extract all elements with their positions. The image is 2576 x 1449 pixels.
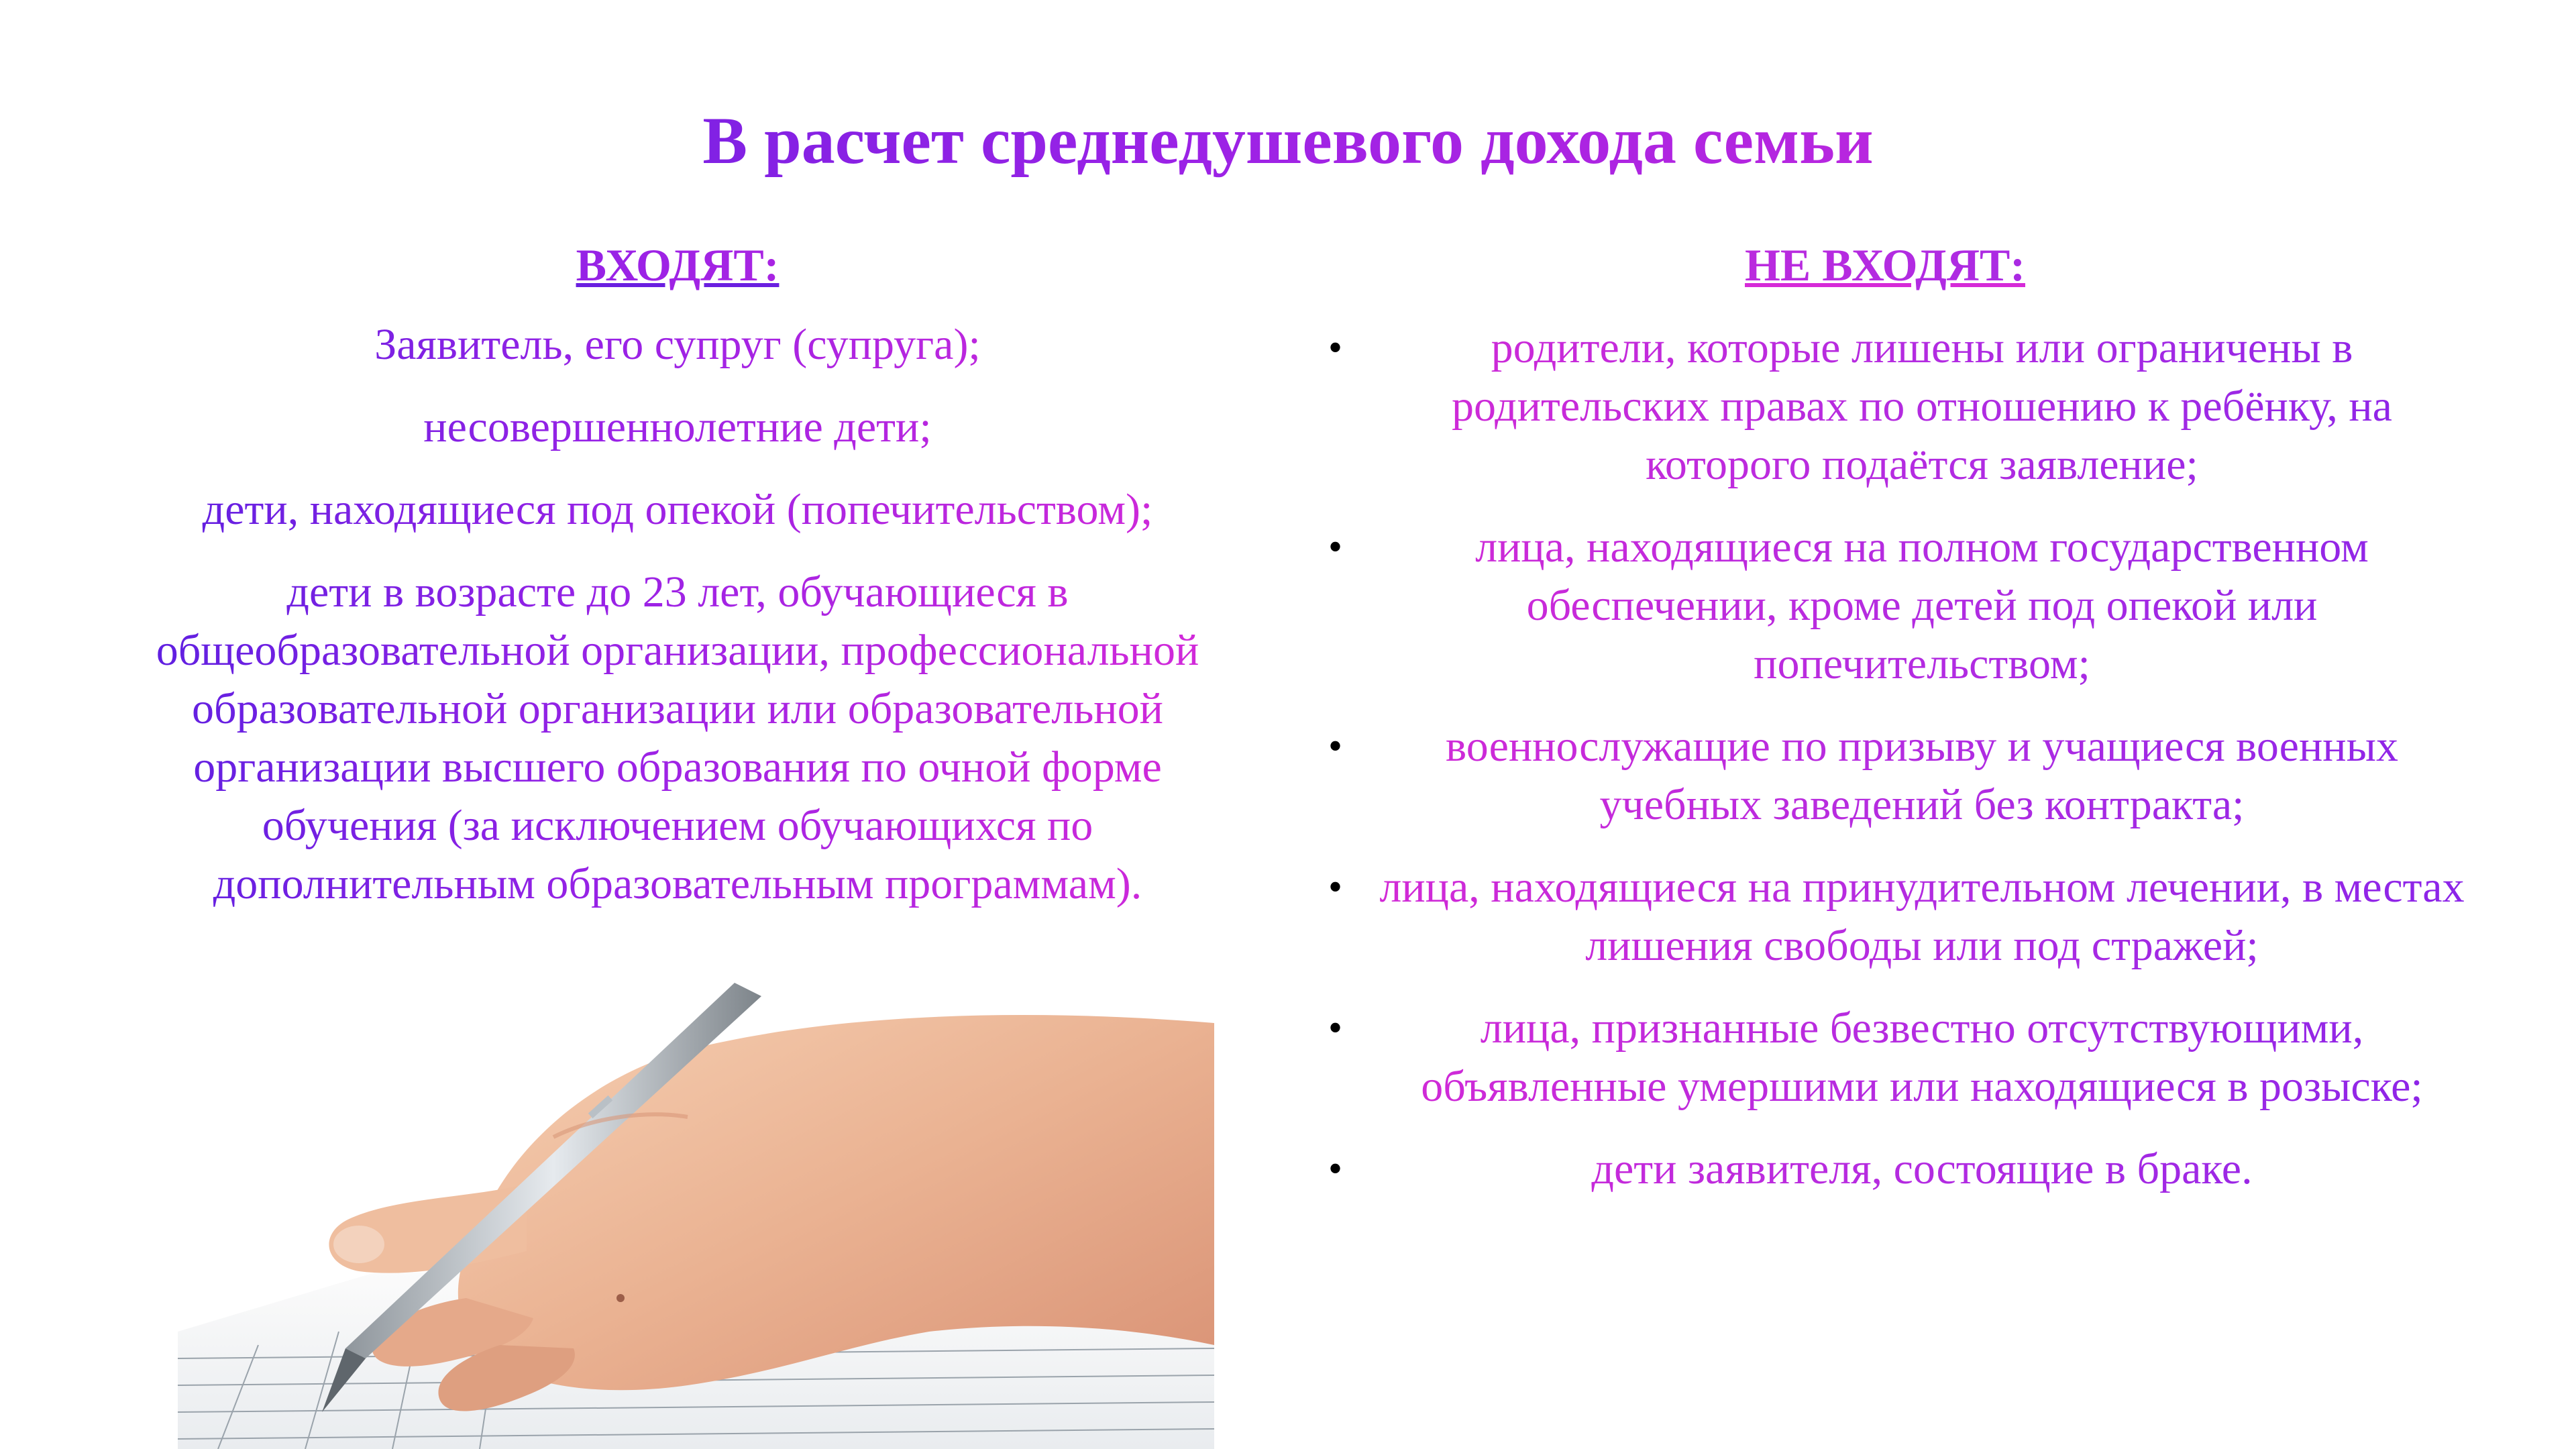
page-title: В расчет среднедушевого дохода семьи (0, 101, 2576, 181)
excluded-list-item (1328, 717, 2469, 834)
included-item: дети в возрасте до 23 лет, обучающиеся в общеобразовательной организации, профессиональной образовательной организации или образовательной организации высшего образования по очной форме обучения (за исключением обучающихся по дополнительным образовательным программам). (107, 563, 1248, 913)
excluded-list (1328, 319, 2469, 1222)
included-item: несовершеннолетние дети; (107, 398, 1248, 456)
excluded-heading: НЕ ВХОДЯТ: (1315, 235, 2455, 295)
included-heading: ВХОДЯТ: (107, 235, 1248, 295)
excluded-list-item (1328, 858, 2469, 975)
bullet-icon: • (1328, 325, 1343, 370)
included-item: Заявитель, его супруг (супруга); (107, 315, 1248, 374)
bullet-icon: • (1328, 1146, 1343, 1191)
excluded-item-text: лица, признанные безвестно отсутствующими, объявленные умершими или находящиеся в розыске; (1375, 999, 2469, 1116)
bullet-icon: • (1328, 724, 1343, 768)
bullet-icon: • (1328, 865, 1343, 909)
bullet-icon: • (1328, 1006, 1343, 1050)
excluded-item-text: лица, находящиеся на полном государственном обеспечении, кроме детей под опекой или попечительством; (1375, 518, 2469, 693)
excluded-item-text: родители, которые лишены или ограничены в родительских правах по отношению к ребёнку, на которого подаётся заявление; (1375, 319, 2469, 494)
bullet-icon: • (1328, 525, 1343, 569)
excluded-item-text: дети заявителя, состоящие в браке. (1375, 1140, 2469, 1198)
hand-writing-with-pen-image (178, 983, 1214, 1449)
excluded-list-item (1328, 518, 2469, 693)
excluded-item-text: военнослужащие по призыву и учащиеся военных учебных заведений без контракта; (1375, 717, 2469, 834)
excluded-item-text: лица, находящиеся на принудительном лечении, в местах лишения свободы или под стражей; (1375, 858, 2469, 975)
excluded-list-item (1328, 1140, 2469, 1198)
excluded-list-item (1328, 999, 2469, 1116)
excluded-list-item (1328, 319, 2469, 494)
included-list (107, 315, 1248, 937)
included-item: дети, находящиеся под опекой (попечительством); (107, 480, 1248, 539)
